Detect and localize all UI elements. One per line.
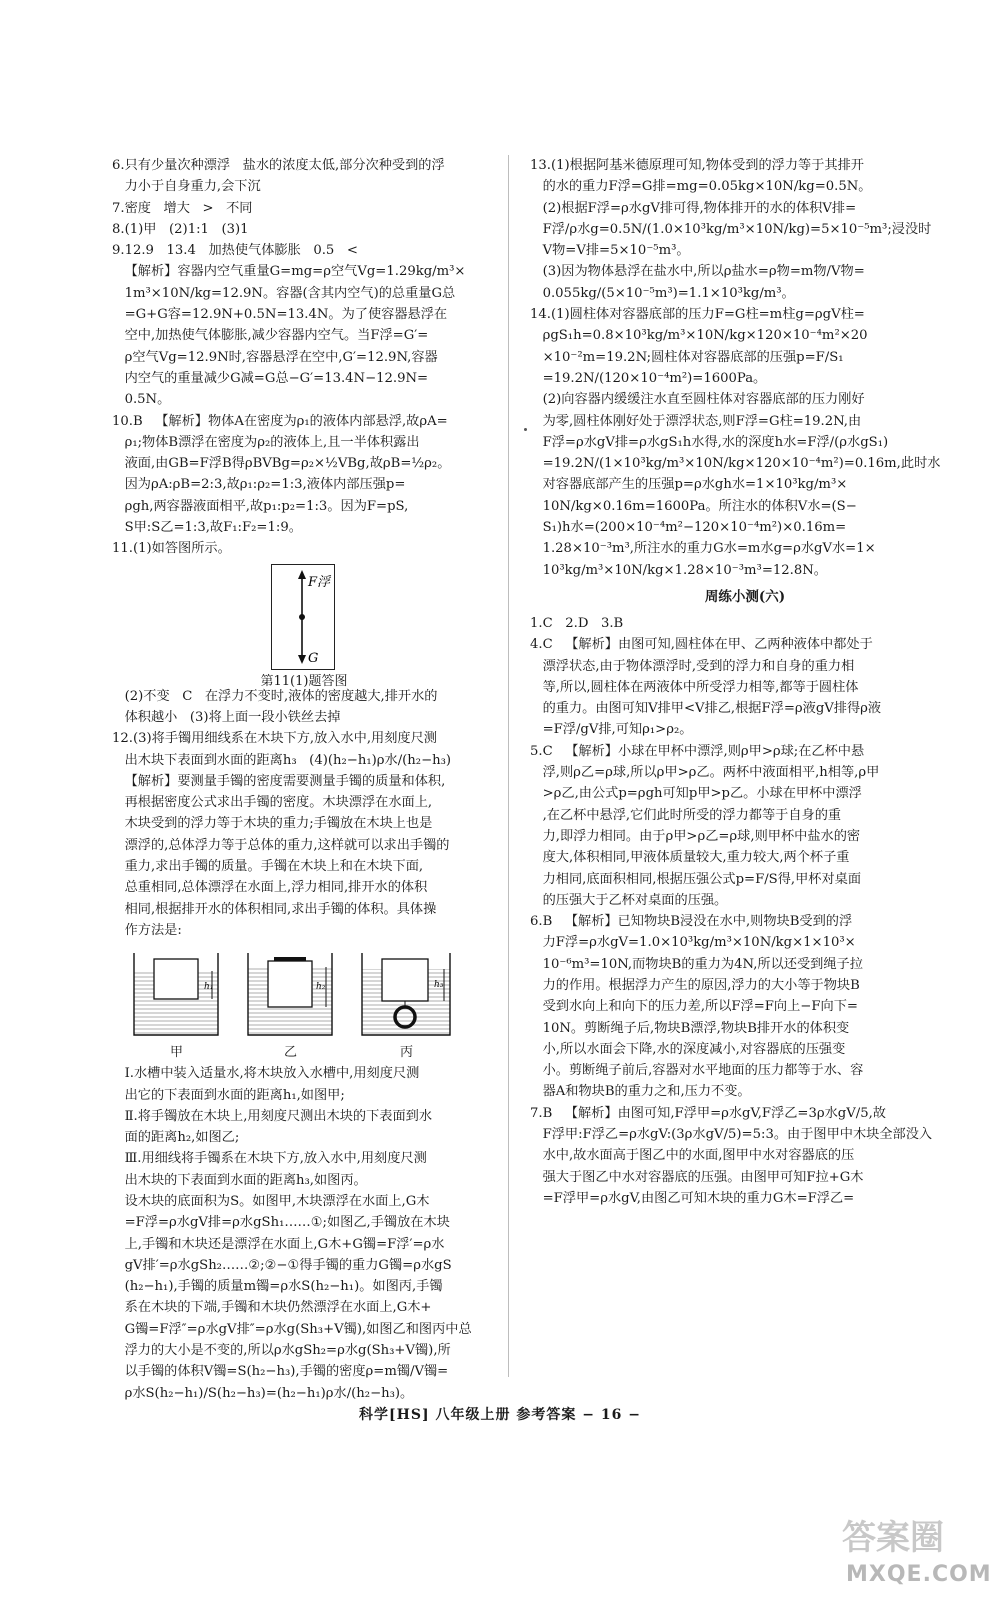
- text-line: 10⁻⁶m³=10N,而物块B的重力为4N,所以还受到绳子拉: [530, 956, 863, 972]
- text-line: ρ水S(h₂−h₁)/S(h₂−h₃)=(h₂−h₁)ρ水/(h₂−h₃)。: [112, 1385, 414, 1401]
- text-line: 漂浮状态,由于物体漂浮时,受到的浮力和自身的重力相: [530, 658, 855, 674]
- text-line: 的水的重力F浮=G排=mg=0.05kg×10N/kg=0.5N。: [530, 179, 872, 195]
- text-line: 以手镯的体积V镯=S(h₂−h₃),手镯的密度ρ=m镯/V镯=: [112, 1364, 449, 1380]
- tank-3-h-label: h₃: [434, 980, 444, 991]
- text-line: 再根据密度公式求出手镯的密度。木块漂浮在水面上,: [112, 795, 433, 811]
- text-line: 7.B 【解析】由图可知,F浮甲=ρ水gV,F浮乙=3ρ水gV/5,故: [530, 1105, 886, 1121]
- arrow-head-down-icon: [298, 655, 306, 664]
- text-line: Ⅲ.用细线将手镯系在木块下方,放入水中,用刻度尺测: [112, 1151, 427, 1167]
- text-line: 11.(1)如答图所示。: [112, 541, 231, 557]
- watermark-logo: [838, 1510, 992, 1596]
- label-buoyant-force: F浮: [308, 574, 331, 590]
- text-line: ρ₁;物体B漂浮在密度为ρ₂的液体上,且一半体积露出: [112, 434, 420, 450]
- text-line: (h₂−h₁),手镯的质量m镯=ρ水S(h₂−h₁)。如图丙,手镯: [112, 1279, 443, 1295]
- text-line: (2)不变 C 在浮力不变时,液体的密度越大,排开水的: [112, 688, 438, 704]
- experiment-diagram: [112, 947, 496, 1041]
- caption-bing: 丙: [400, 1045, 414, 1061]
- text-line: 1m³×10N/kg=12.9N。容器(含其内空气)的总重量G总: [112, 285, 456, 301]
- figure-11-answer: [112, 564, 496, 689]
- right-block-b: [530, 613, 960, 1209]
- text-line: 受到水向上和向下的压力差,所以F浮=F向上−F向下=: [530, 999, 858, 1015]
- text-line: ,在乙杯中悬浮,它们此时所受的浮力都等于自身的重: [530, 807, 842, 823]
- bracelet-on-block: [274, 957, 306, 961]
- caption-yi: 乙: [284, 1045, 298, 1061]
- text-line: 出木块下表面到水面的距离h₃ (4)(h₂−h₁)ρ水/(h₂−h₃): [112, 752, 452, 768]
- text-line: 10³kg/m³×10N/kg×1.28×10⁻³m³=12.8N。: [530, 562, 827, 578]
- text-line: 9.12.9 13.4 加热使气体膨胀 0.5 <: [112, 243, 358, 259]
- text-line: 13.(1)根据阿基米德原理可知,物体受到的浮力等于其排开: [530, 158, 864, 173]
- text-line: 【解析】要测量手镯的密度需要测量手镯的质量和体积,: [112, 773, 446, 789]
- text-line: (2)根据F浮=ρ水gV排可得,物体排开的水的体积V排=: [530, 200, 857, 216]
- watermark-text: 答案圈: [842, 1518, 944, 1558]
- text-line: 水中,故水面高于图乙中的水面,图甲中水对容器底的压: [530, 1148, 855, 1164]
- text-line: 度大,体积相同,甲液体质量较大,重力较大,两个杯子重: [530, 850, 850, 866]
- text-line: 内空气的重量减少G减=G总−G′=13.4N−12.9N=: [112, 370, 429, 386]
- page-footer: 科学[HS] 八年级上册 参考答案 − 16 −: [359, 1407, 641, 1423]
- text-line: 10N/kg×0.16m=1600Pa。所注水的体积V水=(S−: [530, 498, 857, 514]
- text-line: 【解析】容器内空气重量G=mg=ρ空气Vg=1.29kg/m³×: [112, 264, 466, 280]
- left-column: [112, 155, 496, 1404]
- text-line: 力,即浮力相同。由于ρ甲>ρ乙=ρ球,则甲杯中盐水的密: [530, 828, 861, 844]
- text-line: =19.2N/(1×10³kg/m³×10N/kg×120×10⁻⁴m²)=0.16m,此时水: [530, 456, 941, 472]
- text-line: ×10⁻²m=19.2N;圆柱体对容器底部的压强p=F/S₁: [530, 349, 844, 365]
- text-line: 重力,求出手镯的质量。手镯在木块上和在木块下面,: [112, 859, 424, 875]
- text-line: 7.密度 增大 > 不同: [112, 200, 253, 216]
- section-title: 周练小测(六): [704, 588, 786, 605]
- text-line: 出它的下表面到水面的距离h₁,如图甲;: [112, 1087, 345, 1103]
- text-line: =F浮=ρ水gV排=ρ水gSh₁……①;如图乙,手镯放在木块: [112, 1215, 450, 1231]
- text-line: 的压强大于乙杯对桌面的压强。: [530, 892, 728, 908]
- text-line: 总重相同,总体漂浮在水面上,浮力相同,排开水的体积: [112, 880, 428, 896]
- text-line: ρgh,两容器液面相平,故p₁:p₂=1:3。因为F=pS,: [112, 498, 409, 514]
- text-line: 上,手镯和木块还是漂浮在水面上,G木+G镯=F浮′=ρ水: [112, 1236, 445, 1252]
- text-line: 1.C 2.D 3.B: [530, 615, 624, 631]
- left-block-a: [112, 155, 496, 560]
- text-line: 强大于图乙中水对容器底的压强。由图甲可知F拉+G木: [530, 1169, 864, 1185]
- text-line: 10N。剪断绳子后,物块B漂浮,物块B排开水的体积变: [530, 1020, 850, 1036]
- right-column: [530, 155, 960, 1209]
- text-line: =F浮/gV排,可知ρ₁>ρ₂。: [530, 722, 693, 738]
- watermark-url: MXQE.COM: [846, 1562, 992, 1587]
- left-block-b: [112, 686, 496, 942]
- text-line: 12.(3)将手镯用细线系在木块下方,放入水中,用刻度尺测: [112, 731, 437, 747]
- text-line: 体积越小 (3)将上面一段小铁丝去掉: [112, 709, 341, 725]
- text-line: Ⅱ.将手镯放在木块上,用刻度尺测出木块的下表面到水: [112, 1108, 433, 1124]
- text-line: 力的作用。根据浮力产生的原因,浮力的大小等于物块B: [530, 977, 860, 993]
- text-line: 小,所以水面会下降,水的深度减小,对容器底的压强变: [530, 1041, 846, 1057]
- text-line: 因为ρA:ρB=2:3,故ρ₁:ρ₂=1:3,液体内部压强p=: [112, 477, 406, 493]
- label-gravity: G: [308, 650, 319, 666]
- text-line: 作方法是:: [112, 922, 182, 938]
- text-line: V物=V排=5×10⁻⁵m³。: [530, 243, 690, 259]
- text-line: >ρ乙,由公式p=ρgh可知p甲>p乙。小球在甲杯中漂浮: [530, 786, 862, 802]
- text-line: (3)因为物体悬浮在盐水中,所以ρ盐水=ρ物=m物/V物=: [530, 264, 865, 280]
- text-line: 出木块的下表面到水面的距离h₃,如图丙。: [112, 1172, 367, 1188]
- text-line: 力F浮=ρ水gV=1.0×10³kg/m³×10N/kg×1×10³×: [530, 935, 856, 951]
- caption-jia: 甲: [170, 1045, 184, 1061]
- tank-1-block: [154, 959, 198, 999]
- text-line: G镯=F浮″=ρ水gV排″=ρ水g(Sh₃+V镯),如图乙和图丙中总: [112, 1321, 472, 1337]
- column-divider: [508, 155, 509, 1377]
- text-line: (2)向容器内缓缓注水直至圆柱体对容器底部的压力刚好: [530, 392, 865, 408]
- text-line: F浮/ρ水g=0.5N/(1.0×10³kg/m³×10N/kg)=5×10⁻⁵m³;浸没时: [530, 221, 932, 237]
- text-line: 力相同,底面积相同,根据压强公式p=F/S得,甲杯对桌面: [530, 871, 862, 887]
- arrow-head-up-icon: [298, 570, 306, 579]
- force-diagram: [112, 564, 496, 670]
- text-line: 6.B 【解析】已知物块B浸没在水中,则物块B受到的浮: [530, 914, 853, 930]
- text-line: =G+G容=12.9N+0.5N=13.4N。为了使容器悬浮在: [112, 307, 448, 323]
- text-line: S₁)h水=(200×10⁻⁴m²−120×10⁻⁴m²)×0.16m=: [530, 520, 847, 536]
- text-line: Ⅰ.水槽中装入适量水,将木块放入水槽中,用刻度尺测: [112, 1066, 420, 1082]
- text-line: =F浮甲=ρ水gV,由图乙可知木块的重力G木=F浮乙=: [530, 1190, 855, 1206]
- text-line: 相同,根据排开水的体积相同,求出手镯的体积。具体操: [112, 901, 437, 917]
- text-line: 等,所以,圆柱体在两液体中所受浮力相等,都等于圆柱体: [530, 679, 859, 695]
- text-line: 0.5N。: [112, 392, 171, 408]
- text-line: 液面,由GB=F浮B得ρBVBg=ρ₂×½VBg,故ρB=½ρ₂。: [112, 456, 451, 472]
- text-line: 0.055kg/(5×10⁻⁵m³)=1.1×10³kg/m³。: [530, 285, 795, 301]
- text-line: F浮甲:F浮乙=ρ水gV:(3ρ水gV/5)=5:3。由于图甲中木块全部没入: [530, 1127, 933, 1143]
- text-line: 1.28×10⁻³m³,所注水的重力G水=m水g=ρ水gV水=1×: [530, 541, 876, 557]
- text-line: 的重力。由图可知V排甲<V排乙,根据F浮=ρ液gV排得ρ液: [530, 701, 882, 717]
- scan-speck: [524, 428, 527, 431]
- figure-11-caption: 第11(1)题答图: [260, 673, 348, 689]
- text-line: 空中,加热使气体膨胀,减少容器内空气。当F浮=G′=: [112, 328, 429, 344]
- text-line: ρ空气Vg=12.9N时,容器悬浮在空中,G′=12.9N,容器: [112, 349, 438, 365]
- text-line: 漂浮的,总体浮力等于总体的重力,这样就可以求出手镯的: [112, 837, 450, 853]
- text-line: 对容器底部产生的压强p=ρ水gh水=1×10³kg/m³×: [530, 477, 848, 493]
- text-line: 浮,则ρ乙=ρ球,所以ρ甲>ρ乙。两杯中液面相平,h相等,ρ甲: [530, 765, 880, 781]
- text-line: 14.(1)圆柱体对容器底部的压力F=G柱=m柱g=ρgV柱=: [530, 307, 865, 323]
- tank-1-h-label: h₁: [204, 982, 214, 993]
- center-of-mass-dot: [299, 614, 305, 620]
- text-line: =19.2N/(120×10⁻⁴m²)=1600Pa。: [530, 370, 767, 386]
- text-line: F浮=ρ水gV排=ρ水gS₁h水得,水的深度h水=F浮/(ρ水gS₁): [530, 434, 889, 450]
- text-line: 6.只有少量次种漂浮 盐水的浓度太低,部分次种受到的浮: [112, 158, 445, 173]
- right-block-a: [530, 155, 960, 581]
- tank-2-h-label: h₂: [316, 982, 326, 993]
- text-line: 设木块的底面积为S。如图甲,木块漂浮在水面上,G木: [112, 1193, 430, 1209]
- left-block-c: [112, 1063, 496, 1404]
- text-line: gV排′=ρ水gSh₂……②;②−①得手镯的重力G镯=ρ水gS: [112, 1257, 452, 1273]
- text-line: 木块受到的浮力等于木块的重力;手镯放在木块上也是: [112, 816, 433, 832]
- text-line: 力小于自身重力,会下沉: [112, 179, 261, 195]
- text-line: 4.C 【解析】由图可知,圆柱体在甲、乙两种液体中都处于: [530, 637, 873, 653]
- text-line: 小。剪断绳子前后,容器对水平地面的压力都等于水、容: [530, 1063, 864, 1079]
- text-line: ρgS₁h=0.8×10³kg/m³×10N/kg×120×10⁻⁴m²×20: [530, 328, 868, 344]
- text-line: 5.C 【解析】小球在甲杯中漂浮,则ρ甲>ρ球;在乙杯中悬: [530, 743, 865, 759]
- text-line: 面的距离h₂,如图乙;: [112, 1130, 240, 1146]
- text-line: 系在木块的下端,手镯和木块仍然漂浮在水面上,G木+: [112, 1300, 432, 1316]
- text-line: 10.B 【解析】物体A在密度为ρ₁的液体内部悬浮,故ρA=: [112, 413, 448, 429]
- text-line: S甲:S乙=1:3,故F₁:F₂=1:9。: [112, 520, 302, 536]
- text-line: 为零,圆柱体刚好处于漂浮状态,则F浮=G柱=19.2N,由: [530, 413, 862, 429]
- text-line: 8.(1)甲 (2)1:1 (3)1: [112, 221, 249, 237]
- text-line: 器A和物块B的重力之和,压力不变。: [530, 1084, 751, 1100]
- text-line: 浮力的大小是不变的,所以ρ水gSh₂=ρ水g(Sh₃+V镯),所: [112, 1343, 451, 1359]
- experiment-figure: [112, 947, 496, 1059]
- tank-2-block: [268, 961, 312, 1007]
- tank-3-block: [382, 959, 428, 1001]
